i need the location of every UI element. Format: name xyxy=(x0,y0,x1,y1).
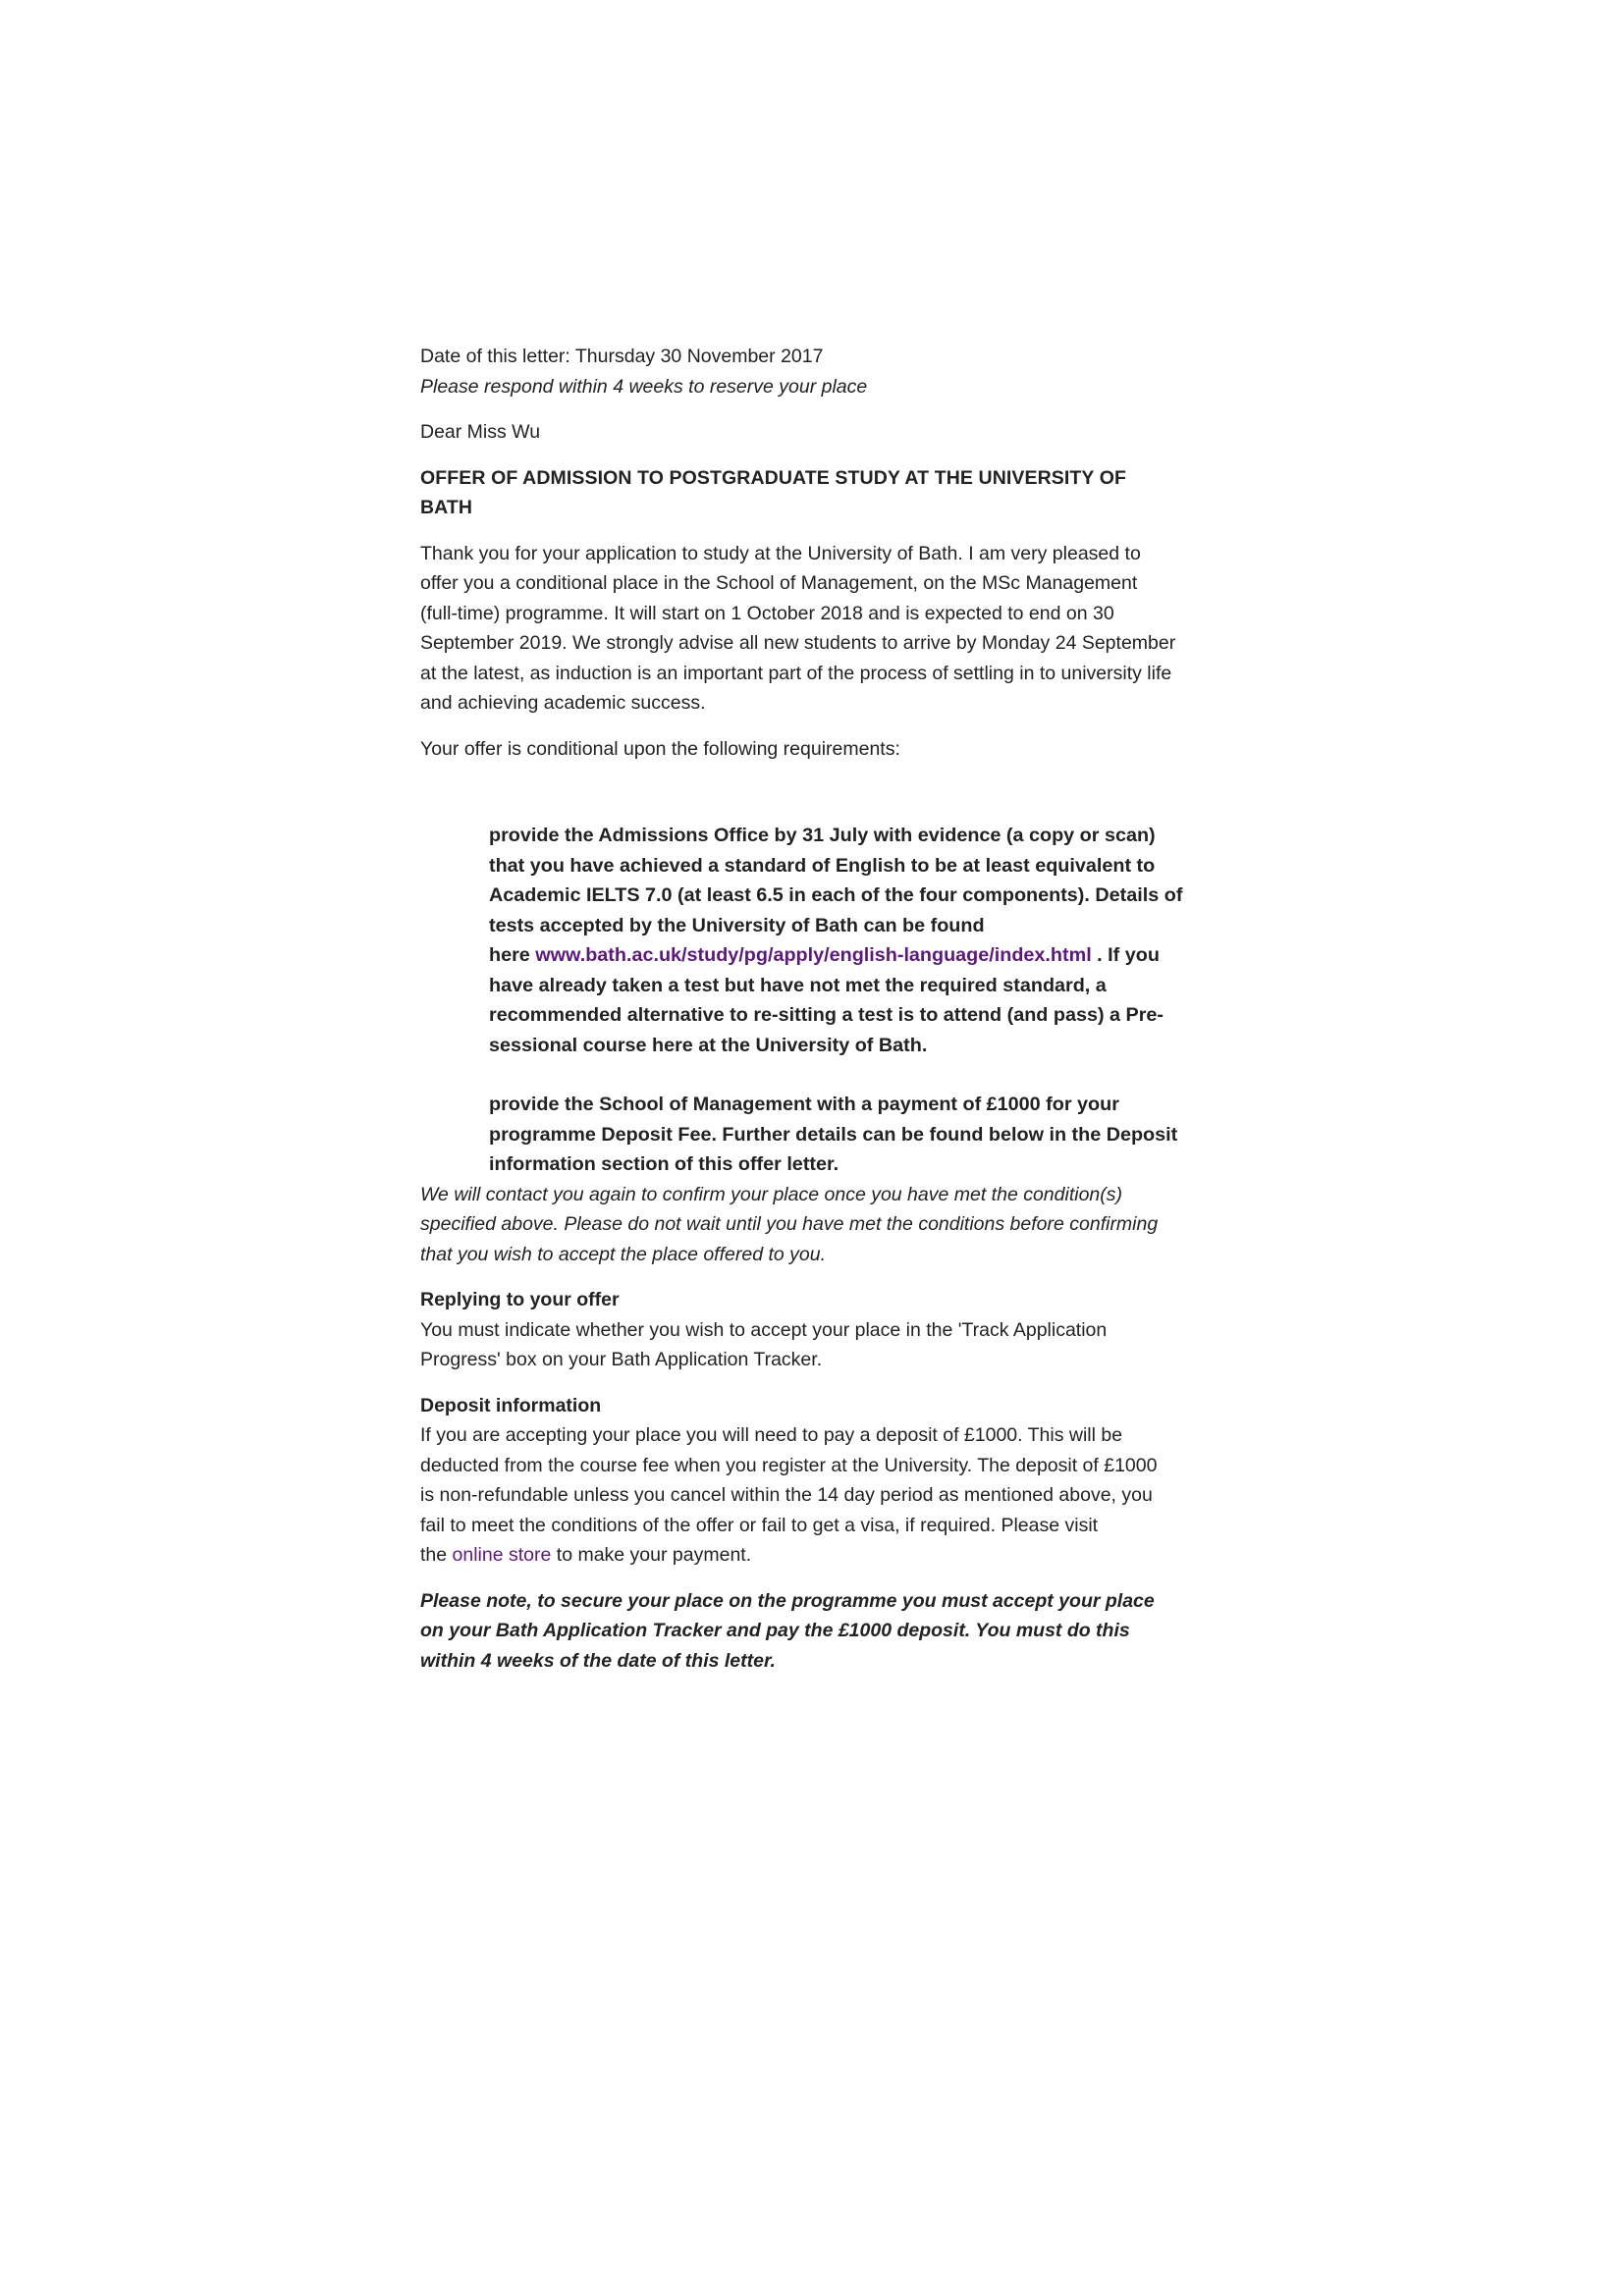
english-language-link[interactable]: www.bath.ac.uk/study/pg/apply/english-language/index.html xyxy=(535,944,1092,966)
offer-title-line-1: OFFER OF ADMISSION TO POSTGRADUATE STUDY AT THE UNIVERSITY OF xyxy=(420,466,1126,489)
intro-line: Thank you for your application to study at the University of Bath. I am very pleased to xyxy=(420,542,1141,564)
the-text: the xyxy=(420,1544,453,1566)
condition-line: information section of this offer letter. xyxy=(489,1153,839,1175)
online-store-link[interactable]: online store xyxy=(452,1544,552,1566)
contact-line: We will contact you again to confirm your place once you have met the condition(s) xyxy=(420,1183,1123,1205)
intro-line: (full-time) programme. It will start on 1 October 2018 and is expected to end on 30 xyxy=(420,602,1114,624)
condition-line: have already taken a test but have not met the required standard, a xyxy=(489,974,1107,996)
condition-line: Academic IELTS 7.0 (at least 6.5 in each of the four components). Details of xyxy=(489,884,1183,906)
replying-line: Progress' box on your Bath Application Tracker. xyxy=(420,1349,823,1370)
offer-title xyxy=(420,463,1235,523)
letter-body xyxy=(420,342,1235,1676)
replying-line: You must indicate whether you wish to accept your place in the 'Track Application xyxy=(420,1318,1108,1341)
intro-line: at the latest, as induction is an important part of the process of settling in to university life xyxy=(420,662,1172,684)
here-text: here xyxy=(489,944,536,966)
payment-text: to make your payment. xyxy=(551,1544,752,1566)
condition-line: sessional course here at the University of Bath. xyxy=(489,1034,928,1056)
condition-line: recommended alternative to re-sitting a test is to attend (and pass) a Pre- xyxy=(489,1004,1164,1026)
contact-line: specified above. Please do not wait until you have met the conditions before confirming xyxy=(420,1213,1159,1235)
condition-english xyxy=(489,821,1206,1060)
intro-paragraph xyxy=(420,539,1235,719)
offer-title-line-2: BATH xyxy=(420,497,473,518)
deposit-section xyxy=(420,1391,1235,1571)
condition-line: that you have achieved a standard of English to be at least equivalent to xyxy=(489,854,1156,877)
condition-deposit xyxy=(489,1090,1206,1180)
deposit-line: deducted from the course fee when you register at the University. The deposit of £1000 xyxy=(420,1454,1158,1476)
closing-line: within 4 weeks of the date of this letter. xyxy=(420,1649,776,1672)
after-link-text: . If you xyxy=(1091,944,1160,966)
condition-link-line xyxy=(489,940,1206,971)
closing-note xyxy=(420,1586,1235,1677)
salutation: Dear Miss Wu xyxy=(420,421,541,443)
condition-line: programme Deposit Fee. Further details can be found below in the Deposit xyxy=(489,1123,1178,1146)
deposit-line: fail to meet the conditions of the offer or fail to get a visa, if required. Please visit xyxy=(420,1514,1099,1536)
condition-line: provide the Admissions Office by 31 July with evidence (a copy or scan) xyxy=(489,825,1156,846)
deposit-line: is non-refundable unless you cancel within the 14 day period as mentioned above, you xyxy=(420,1484,1153,1506)
conditions-list xyxy=(489,821,1206,1180)
conditional-intro: Your offer is conditional upon the following requirements: xyxy=(420,737,900,760)
closing-line: Please note, to secure your place on the programme you must accept your place xyxy=(420,1589,1155,1612)
respond-note: Please respond within 4 weeks to reserve your place xyxy=(420,375,868,398)
condition-line: provide the School of Management with a payment of £1000 for your xyxy=(489,1094,1119,1115)
replying-section xyxy=(420,1285,1235,1375)
contact-paragraph xyxy=(420,1180,1235,1270)
deposit-line: If you are accepting your place you will need to pay a deposit of £1000. This will be xyxy=(420,1424,1123,1446)
letter-date: Date of this letter: Thursday 30 November 2017 xyxy=(420,346,824,367)
deposit-link-line xyxy=(420,1540,1235,1571)
contact-line: that you wish to accept the place offered to you. xyxy=(420,1243,827,1265)
intro-line: offer you a conditional place in the School of Management, on the MSc Management xyxy=(420,572,1138,594)
closing-line: on your Bath Application Tracker and pay the £1000 deposit. You must do this xyxy=(420,1620,1130,1641)
deposit-heading: Deposit information xyxy=(420,1394,602,1416)
intro-line: and achieving academic success. xyxy=(420,692,706,714)
intro-line: September 2019. We strongly advise all new students to arrive by Monday 24 September xyxy=(420,632,1176,654)
condition-line: tests accepted by the University of Bath can be found xyxy=(489,914,985,936)
replying-heading: Replying to your offer xyxy=(420,1289,620,1310)
